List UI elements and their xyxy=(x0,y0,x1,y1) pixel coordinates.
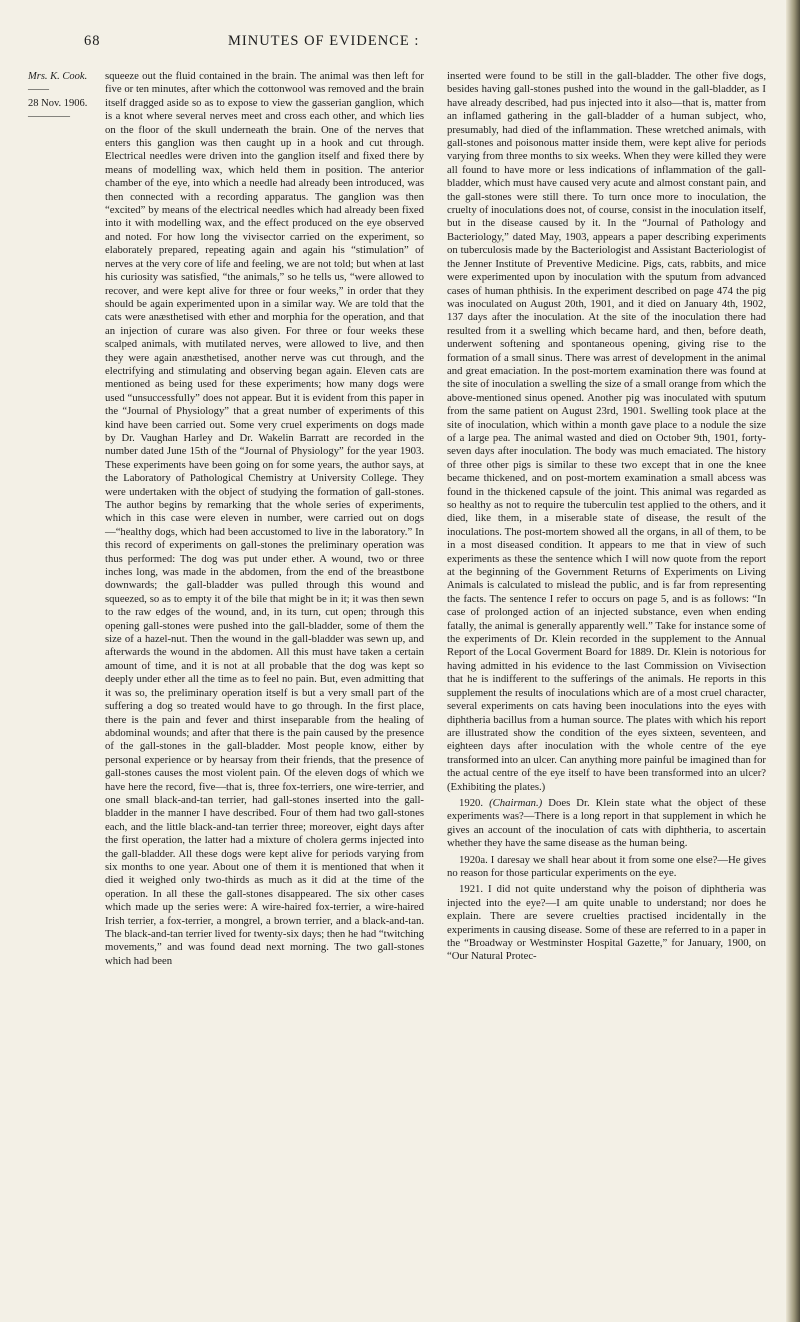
question-1920-number: 1920. xyxy=(459,796,484,809)
question-1921-number: 1921. xyxy=(459,883,484,896)
margin-date: 28 Nov. 1906. xyxy=(28,97,88,109)
page-edge-shadow xyxy=(786,0,800,1322)
right-paragraph-1: inserted were found to be still in the gall-bladder. The other five dogs, besides having gall-stones pushed into the wound in the gall-bladder, as I have already described, had pus injected into it also—that is, matter from an inflamed gathering in the gall-bladder of a human subject, who, presumably, had died of the inflammation. These wretched animals, with gall-stones and poisonous matter inside them, were kept alive for periods varying from three months to six weeks. When they were killed they were all found to have more or less indications of inflammation of the gall-bladder, which must have caused very acute and almost constant pain, and the gall-stones were still there. To turn once more to inoculation, the cruelty of inoculations does not, of course, consist in the inoculation itself, but in the disease caused by it. In the “Journal of Pathology and Bacteriology,” dated May, 1903, appears a paper describing experiments on tuberculosis made by the Bacteriologist and Assistant Bacteriologist of the Jenner Institute of Preventive Medicine. Pigs, cats, rabbits, and mice were experimented upon by inoculation with the sputum from advanced cases of human phthisis. In the experiment described on page 474 the pig was inoculated on August 20th, 1901, and it died on January 4th, 1902, 137 days after the inoculation. At the site of the inoculation there had resulted from it a swelling which became hard, and then, before death, underwent softening and spontaneous opening, giving rise to the formation of a small sinus. There was arrest of development in the animal and great emaciation. In the post-mortem examination there was found at the site of inoculation a swelling the size of a small orange from which the above-mentioned sinus opened. Another pig was inoculated with sputum from the same patient on August 23rd, 1901. Swelling took place at the site of inoculation, which within a month gave place to a nodule the size of a large pea. The animal wasted and died on October 9th, 1901, forty-seven days after inoculation. The body was much emaciated. The history of three other pigs is similar to these two except that in one the knee became thickened, and on post-mortem examination a small abcess was found in the thickened capsule of the joint. This animal was regarded as so healthy as not to require the tuberculin test applied to the others, and it died, like them, in a miserable state of disease, the result of the inoculations. The post-mortem showed all the organs, in all of them, to be in a most diseased condition. It appears to me that in view of such experiments as these the sentence which I will now quote from the report at the beginning of the Government Returns of Experiments on Living Animals is calculated to mislead the public, and is far from representing the facts. The sentence I refer to occurs on page 5, and is as follows: “In case of prolonged action of an injected substance, even when ending fatally, the animal is generally apparently well.” Take for instance some of the experiments of Dr. Klein recorded in the supplement to the Annual Report of the Local Goverment Board for 1889. Dr. Klein is notorious for having admitted in his evidence to the last Commission on Vivisection that he is indifferent to the sufferings of the animals. He reports in this supplement the results of inoculations which are of a most cruel character, several experiments on cats having been inoculations into the eyes with diphtheria bacillus from a human source. The plates with which his report are illustrated show the condition of the eyes sixteen, seventeen, and eighteen days after inoculation with the whole centre of the eye transformed into an ulcer. Can anything more painful be imagined than for the actual centre of the eye itself to have been transformed into an ulcer? (Exhibiting the plates.) xyxy=(447,70,766,793)
question-1921 xyxy=(447,883,766,963)
witness-name: Mrs. K. Cook. xyxy=(28,71,88,82)
question-1920a xyxy=(447,854,766,881)
question-1920 xyxy=(447,797,766,851)
question-1920-speaker: (Chairman.) xyxy=(489,796,543,809)
margin-dash-2: ———— xyxy=(28,111,70,123)
page-number: 68 xyxy=(84,33,101,49)
left-column xyxy=(105,70,424,968)
margin-dash: —— xyxy=(28,84,49,96)
right-column xyxy=(447,70,766,964)
margin-notes xyxy=(28,70,98,124)
question-1920a-number: 1920a. xyxy=(459,853,488,866)
question-1920-text: Does Dr. Klein state what the object of these experiments was?—There is a long report in that supplement in which he gives an account of the inoculation of cats with diphtheria, to ascertain whether they have the same disease as the human being. xyxy=(447,796,767,850)
question-1920a-text: I daresay we shall hear about it from some one else?—He gives no reason for those particular experiments on the eye. xyxy=(447,853,767,879)
left-paragraph: squeeze out the fluid contained in the brain. The animal was then left for five or ten minutes, after which the cottonwool was removed and the brain itself dragged aside so as to expose to view the gasserian ganglion, which is a knot where several nerves meet and cross each other, and which lies on the floor of the skull underneath the brain. One of the nerves that enters this ganglion was then caught up in a hook and cut through. Electrical needles were driven into the ganglion itself and fixed there by means of modelling wax, which held them in position. The anterior chamber of the eye, into which a needle had already been introduced, was then connected with a recording apparatus. The ganglion was then “excited” by means of the electrical needles which had already been fixed into it with modelling wax, and the effect produced on the eye observed and noted. For how long the vivisector carried on the experiment, so elaborately prepared, repeating again and again his “stimulation” of nerves at the very core of life and feeling, we are not told; but when at last his curiosity was satisfied, “the animals,” so he tells us, “were allowed to recover, and were kept alive for three or four weeks,” in order that they should be again experimented upon in a similar way. We are told that the cats were anæsthetised with ether and morphia for the operation, and that an injection of curare was also given. For three or four weeks these scalped animals, with mutilated nerves, were allowed to live, and then they were again anæsthetised, another nerve was cut through, and the electrifying and stimulating and observing began again. Eleven cats are mentioned as being used for these experiments; how many dogs were used “unsuccessfully” does not appear. But it is evident from this paper in the “Journal of Physiology” that a great number of experiments of this kind have been carried out. Some very cruel experiments on dogs made by Dr. Vaughan Harley and Dr. Wakelin Barratt are recorded in the number dated June 15th of the “Journal of Physiology” for the year 1903. These experiments have been going on for some years, the author says, at the Laboratory of Pathological Chemistry at University College. They were undertaken with the object of studying the formation of gall-stones. The author begins by remarking that the whole series of experiments, which in this case were eleven in number, were carried out on dogs—“healthy dogs, which had been accustomed to live in the laboratory.” In this record of experiments on gall-stones the preliminary operation was thus performed: The dog was put under ether. A wound, two or three inches long, was made in the abdomen, from the end of the breastbone downwards; the gall-bladder was pulled through this wound and squeezed, so as to empty it of the bile that might be in it; it was then sewn to the raw edges of the wound, and, in its turn, cut open; through this opening gall-stones were pushed into the gall-bladder, some of them the size of a hazel-nut. Then the wound in the gall-bladder was sewn up, and afterwards the wound in the abdomen. All this must have taken a certain amount of time, and it is not at all probable that the dog was kept so deeply under ether all the time as to feel no pain. But, even admitting that it was so, the preliminary operation itself is but a very small part of the suffering a dog so treated would have to go through. In the first place, there is the pain and fever and thirst inseparable from the healing of abdominal wounds; and after that there is the pain caused by the presence of the gall-stones in the gall-bladder. Most people know, either by personal experience or by hearsay from their friends, that the presence of gall-stones causes the most violent pain. Of the eleven dogs of which we have here the record, five—that is, three fox-terriers, one wire-terrier, and one small black-and-tan terrier, had gall-stones inserted into the gall-bladder in the manner I have described. Four of them had two gall-stones each, and the little black-and-tan terrier three; moreover, eight days after the first operation, the latter had a mixture of cholera germs injected into the gall-bladder. All these dogs were kept alive for periods varying from six months to one year. About one of them it is mentioned that when it died it weighed only two-thirds as much as it did at the time of the operation. In all these the gall-stones disappeared. The six other cases which made up the series were: A wire-haired fox-terrier, a wire-haired Irish terrier, a fox-terrier, a mongrel, a brown terrier, and a black-and-tan. The black-and-tan terrier lived for twenty-six days; then he had “twitching movements,” and was found dead next morning. The two gall-stones which had been xyxy=(105,70,424,967)
running-title: MINUTES OF EVIDENCE : xyxy=(228,33,420,49)
question-1921-text: I did not quite understand why the poison of diphtheria was injected into the eye?—I am quite unable to understand; nor does he explain. There are severe cruelties practised incidentally in the experiments in causing disease. Some of these are referred to in a paper in the “Broadway or Westminster Hospital Gazette,” for January, 1900, on “Our Natural Protec- xyxy=(447,883,766,963)
page-header xyxy=(0,33,800,53)
